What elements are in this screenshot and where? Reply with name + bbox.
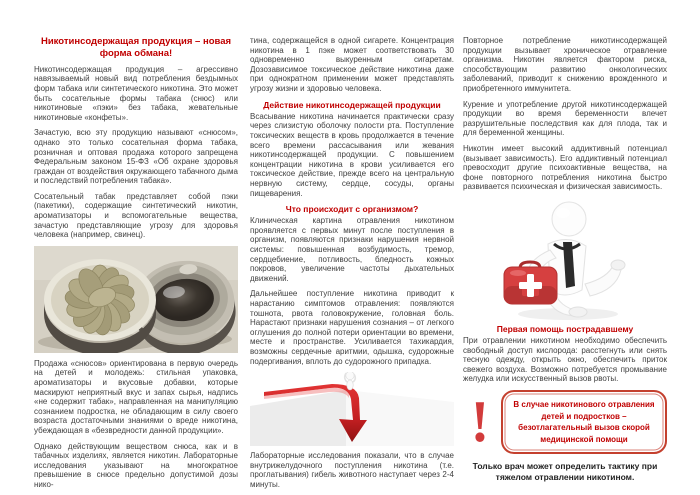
paragraph: Клиническая картина отравления никотином проявляется с первых минут после поступления в организм, появляются признаки нарушения нервной системы: повышенная возбудимость, тремор, сердцебиение, потливость, бледность кожных покровов, увеличение частоты дыхательных движений.	[250, 216, 454, 283]
paragraph: Лабораторные исследования показали, что в случае внутрижелудочного поступления никотина (т.е. проглатывания) гибель животного наступает через 2-4 минуты.	[250, 451, 454, 489]
section-heading-effects: Действие никотинсодержащей продукции	[263, 99, 441, 110]
alert-text: В случае никотинового отравления детей и подростков – безотлагательный вызов скорой медицинской помощи	[513, 400, 655, 444]
column-left	[34, 36, 238, 495]
exclamation-icon: !	[470, 389, 490, 455]
paragraph: тина, содержащейся в одной сигарете. Концентрация никотина в 1 пэке может соответствовать 30 одновременно выкуренным сигаретам. Дозозависимое токсическое действие никотина даже при однократном применении может представлять угрозу жизни и здоровью человека.	[250, 36, 454, 93]
paragraph: Зачастую, всю эту продукцию называют «снюсом», однако это только сосательная форма табака, розничная и оптовая продажа которого запрещена Федеральным законом 15-ФЗ «Об охране здоровья граждан от воздействия окружающего табачного дыма и последствий потребления табака».	[34, 128, 238, 186]
section-heading-first-aid: Первая помощь пострадавшему	[496, 323, 634, 334]
page-title: Никотинсодержащая продукция – новая форма обмана!	[40, 36, 232, 59]
paragraph: Никотин имеет высокий аддиктивный потенциал (вызывает зависимость). Его аддиктивный потенциал превосходит другие психоактивные вещества, на фоне повторного потребления никотина быстро развивается психическая и физическая зависимость.	[463, 143, 667, 192]
emergency-alert	[463, 390, 667, 454]
footer-note: Только врач может определить тактику при тяжелом отравлении никотином.	[472, 461, 658, 483]
section-heading-organism: Что происходит с организмом?	[285, 204, 419, 215]
snus-tin-photo	[34, 246, 238, 353]
paragraph: Повторное потребление никотинсодержащей продукции вызывает хроническое отравление организма. Никотин является фактором риска, способствующим развитию онкологических заболеваний, приводит к снижению врожденного и приобретенного иммунитета.	[463, 36, 667, 93]
column-middle	[250, 36, 454, 495]
column-right	[463, 36, 667, 484]
paragraph: Курение и употребление другой никотинсодержащей продукции во время беременности влечет разрушительные последствия как для плода, так и для беременной женщины.	[463, 99, 667, 138]
paragraph: Продажа «снюсов» ориентирована в первую очередь на детей и молодежь: стильная упаковка, ароматизаторы и вкусовые добавки, которые маскируют неприятный вкус и запах сырья, надпись «не содержит табак», направленная на манипуляцию сознанием подростка, не обладающим в силу своего возраста достаточными знаниями о вреде никотина, убеждающая в «безвредности данной продукции».	[34, 358, 238, 435]
doctor-first-aid-figure	[463, 198, 667, 322]
paragraph: Никотинсодержащая продукция – агрессивно навязываемый новый вид потребления бездымных форм табака или синтетического никотина. Это может быть сосательные формы табака (снюс) или никотиновые «пэки» без табака, жевательные никотиновые «конфеты».	[34, 64, 238, 122]
alert-box	[501, 390, 667, 454]
paragraph: При отравлении никотином необходимо обеспечить свободный доступ кислорода: расстегнуть или снять тесную одежду, открыть окно, обеспечить приток свежего воздуха. Возможно потребуется промывание желудка или искусственный вызов рвоты.	[463, 336, 667, 384]
falling-arrow-figure	[250, 372, 454, 446]
paragraph: Однако действующим веществом снюса, как и в табачных изделиях, является никотин. Лабораторные исследования указывают на многократное превышение в снюсе предельно допустимой дозы нико-	[34, 441, 238, 489]
paragraph: Сосательный табак представляет собой пэки (пакетики), содержащие синтетический никотин, ароматизаторы и вспомогательные вещества, зачастую представляющие угрозу для здоровья человека (например, свинец).	[34, 191, 238, 240]
paragraph: Дальнейшее поступление никотина приводит к нарастанию симптомов отравления: появляются тошнота, рвота головокружение, головная боль. Нарастают признаки нарушения сознания – от легкого оглушения до полной потери ориентации во времени, месте и пространстве. Усиливается тахикардия, возможны сердечные аритмии, одышка, судорожные подергивания, вплоть до судорожного припадка.	[250, 289, 454, 366]
paragraph: Всасывание никотина начинается практически сразу через слизистую оболочку полости рта. Поступление токсических веществ в кровь продолжается в течение всего времени рассасывания или жевания никотинсодержащей продукции. С повышением концентрации никотина в крови усиливается его токсическое действие, прежде всего на центральную нервную систему, сердце, сосуды, органы пищеварения.	[250, 111, 454, 198]
